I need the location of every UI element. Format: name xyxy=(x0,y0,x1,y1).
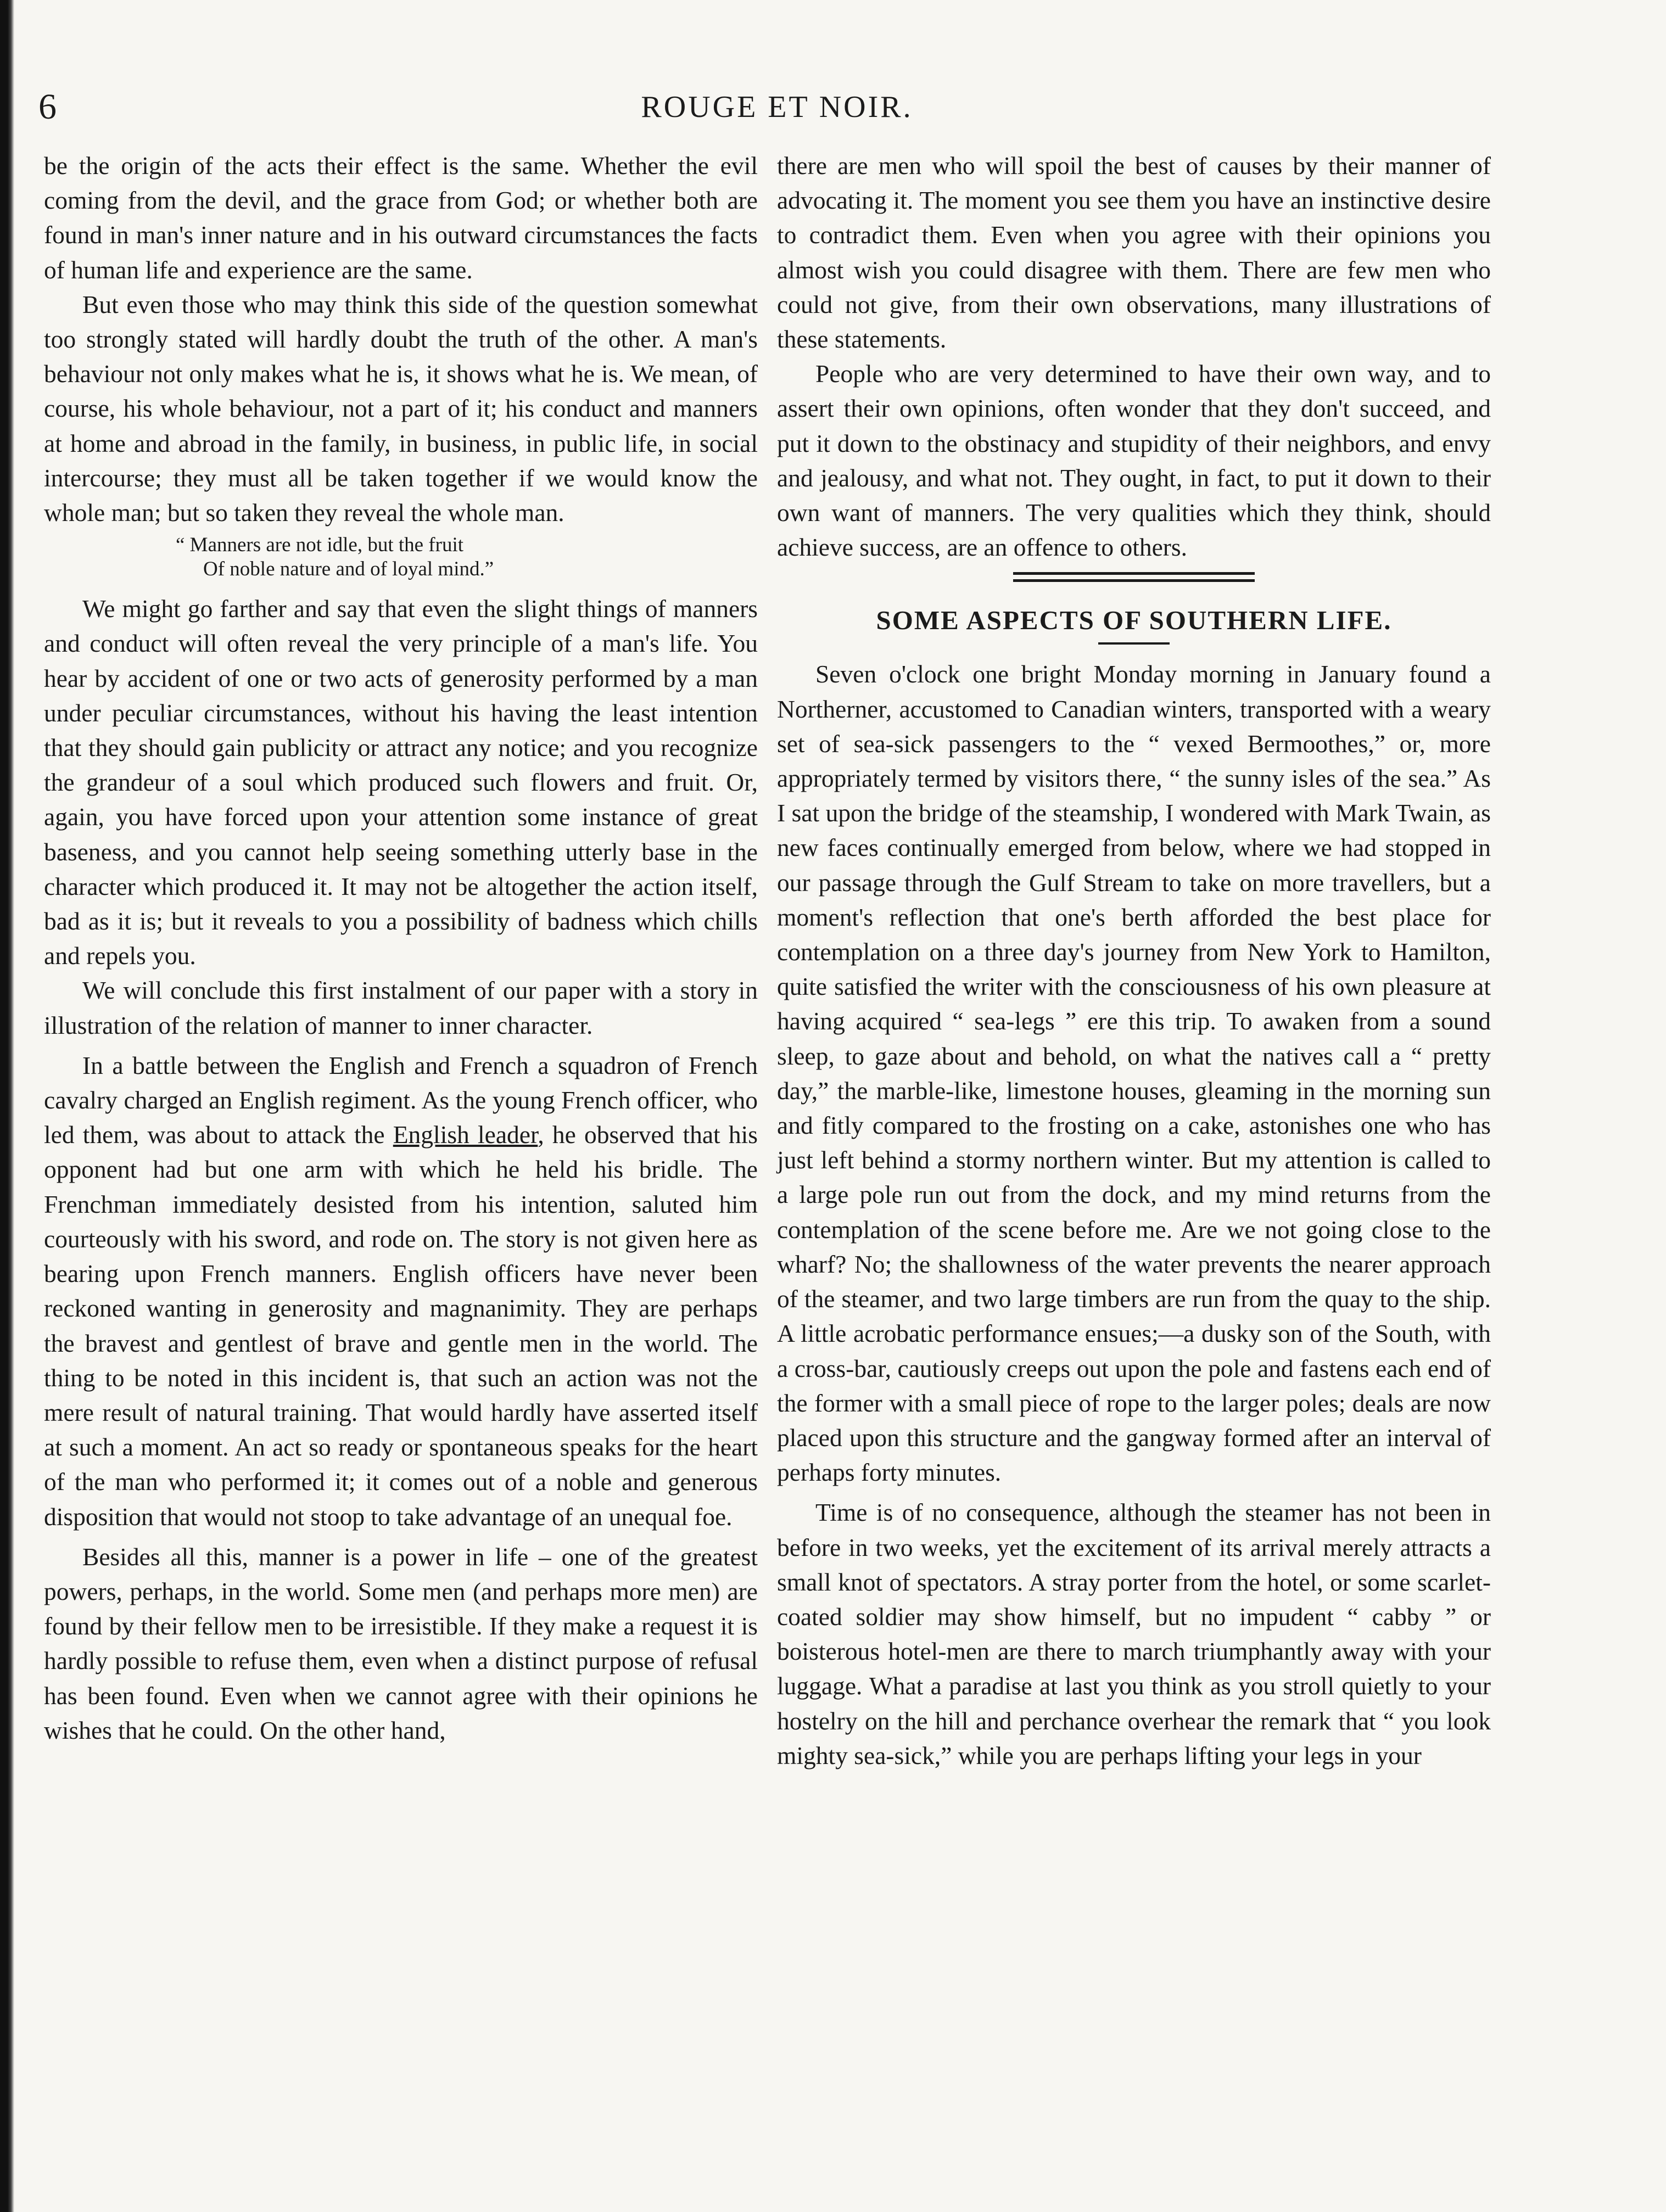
verse-quotation xyxy=(44,533,758,581)
running-title: ROUGE ET NOIR. xyxy=(641,90,913,124)
paragraph-anecdote xyxy=(44,1048,758,1534)
paragraph: be the origin of the acts their effect is the same. Whether the evil coming from the devil, and the grace from God; or whether both are found in man's inner nature and in his outward circumstances the facts of human life and experience are the same. xyxy=(44,152,758,284)
paragraph: We might go farther and say that even the slight things of manners and conduct will often reveal the very principle of a man's life. You hear by accident of one or two acts of generosity performed by a man under peculiar circumstances, without his having the least intention that they should gain publicity or attract any notice; and you recognize the grandeur of a soul which produced such flowers and fruit. Or, again, you have forced upon your attention some instance of great baseness, and you cannot help seeing something utterly base in the character which produced it. It may not be altogether the action itself, bad as it is; but it reveals to you a possibility of badness which chills and repels you. xyxy=(44,595,758,970)
left-column xyxy=(44,148,758,1748)
paragraph: there are men who will spoil the best of causes by their manner of advocating it. The moment you see them you have an instinctive desire to contradict them. Even when you agree with their opinions you almost wish you could disagree with them. There are few men who could not give, from their own observations, many illustrations of these statements. xyxy=(777,152,1491,354)
page-number: 6 xyxy=(38,87,57,127)
quote-line: Of noble nature and of loyal mind.” xyxy=(203,558,494,581)
paragraph: Time is of no consequence, although the steamer has not been in before in two weeks, yet the excitement of its arrival merely attracts a small knot of spectators. A stray porter from the hotel, or some scarlet-coated soldier may show himself, but no impudent “ cabby ” or boisterous hotel-men are there to march triumphantly away with your luggage. What a paradise at last you think as you stroll quietly to your hostelry on the hill and perchance overhear the remark that “ you look mighty sea-sick,” while you are perhaps lifting your legs in your xyxy=(777,1498,1491,1769)
page-header xyxy=(38,82,1516,132)
paragraph: Besides all this, manner is a power in life – one of the greatest powers, perhaps, in the world. Some men (and perhaps more men) are found by their fellow men to be irresistible. If they make a request it is hardly possible to refuse them, even when a distinct purpose of refusal has been found. Even when we cannot agree with their opinions he wishes that he could. On the other hand, xyxy=(44,1542,758,1744)
paragraph: People who are very determined to have their own way, and to assert their own opinions, often wonder that they don't succeed, and put it down to the obstinacy and stupidity of their neighbors, and envy and jealousy, and what not. They ought, in fact, to put it down to their own want of manners. The very qualities which they think, should achieve success, are an offence to others. xyxy=(777,360,1491,562)
title-underline-rule xyxy=(1098,642,1170,645)
right-column xyxy=(777,148,1491,1773)
binding-edge-shadow xyxy=(0,0,14,2212)
paragraph: We will conclude this first instalment of our paper with a story in illustration of the relation of manner to inner character. xyxy=(44,976,758,1039)
underlined-phrase: English leader xyxy=(393,1121,538,1149)
paragraph: Seven o'clock one bright Monday morning in January found a Northerner, accustomed to Canadian winters, transported with a weary set of sea-sick passengers to the “ vexed Bermoothes,” or, more appropriately termed by visitors there, “ the sunny isles of the sea.” As I sat upon the bridge of the steamship, I wondered with Mark Twain, as new faces continually emerged from below, where we had stopped in our passage through the Gulf Stream to take on more travellers, but a moment's reflection that one's berth afforded the best place for contemplation on a three day's journey from New York to Hamilton, quite satisfied the writer with the consciousness of his own pleasure at having acquired “ sea-legs ” ere this trip. To awaken from a sound sleep, to gaze about and behold, on what the natives call a “ pretty day,” the marble-like, limestone houses, gleaming in the morning sun and fitly compared to the frosting on a cake, astonishes one who has just left behind a stormy northern winter. But my attention is called to a large pole run out from the dock, and my mind returns from the contemplation of the scene before me. Are we not going close to the wharf? No; the shallowness of the water prevents the nearer approach of the steamer, and two large timbers are run from the quay to the ship. A little acrobatic performance ensues;—a dusky son of the South, with a cross-bar, cautiously creeps out upon the pole and fastens each end of the former with a small piece of rope to the larger poles; deals are now placed upon this structure and the gangway formed after an interval of perhaps forty minutes. xyxy=(777,660,1491,1487)
section-title: SOME ASPECTS OF SOUTHERN LIFE. xyxy=(876,605,1392,636)
text-run: , he observed that his opponent had but one arm with which he held his bridle. The Frenchman immediately desisted from his intention, saluted him courteously with his sword, and rode on. The story is not given here as bearing upon French manners. English officers have never been reckoned wanting in generosity and magnanimity. They are perhaps the bravest and gentlest of brave and gentle men in the world. The thing to be noted in this incident is, that such an action was not the mere result of natural training. That would hardly have asserted itself at such a moment. An act so ready or spontaneous speaks for the heart of the man who performed it; it comes out of a noble and generous disposition that would not stoop to take advantage of an unequal foe. xyxy=(44,1121,758,1531)
paragraph: But even those who may think this side of the question somewhat too strongly stated will hardly doubt the truth of the other. A man's behaviour not only makes what he is, it shows what he is. We mean, of course, his whole behaviour, not a part of it; his conduct and manners at home and abroad in the family, in business, in public life, in social intercourse; they must all be taken together if we would know the whole man; but so taken they reveal the whole man. xyxy=(44,290,758,527)
section-divider-rule xyxy=(1013,572,1255,582)
text-run: In a battle between the English and French a squadron of French cavalry charged an English regiment. As the young French officer, who led them, was about to attack the xyxy=(44,1051,758,1149)
quote-line: “ Manners are not idle, but the fruit xyxy=(176,534,463,557)
